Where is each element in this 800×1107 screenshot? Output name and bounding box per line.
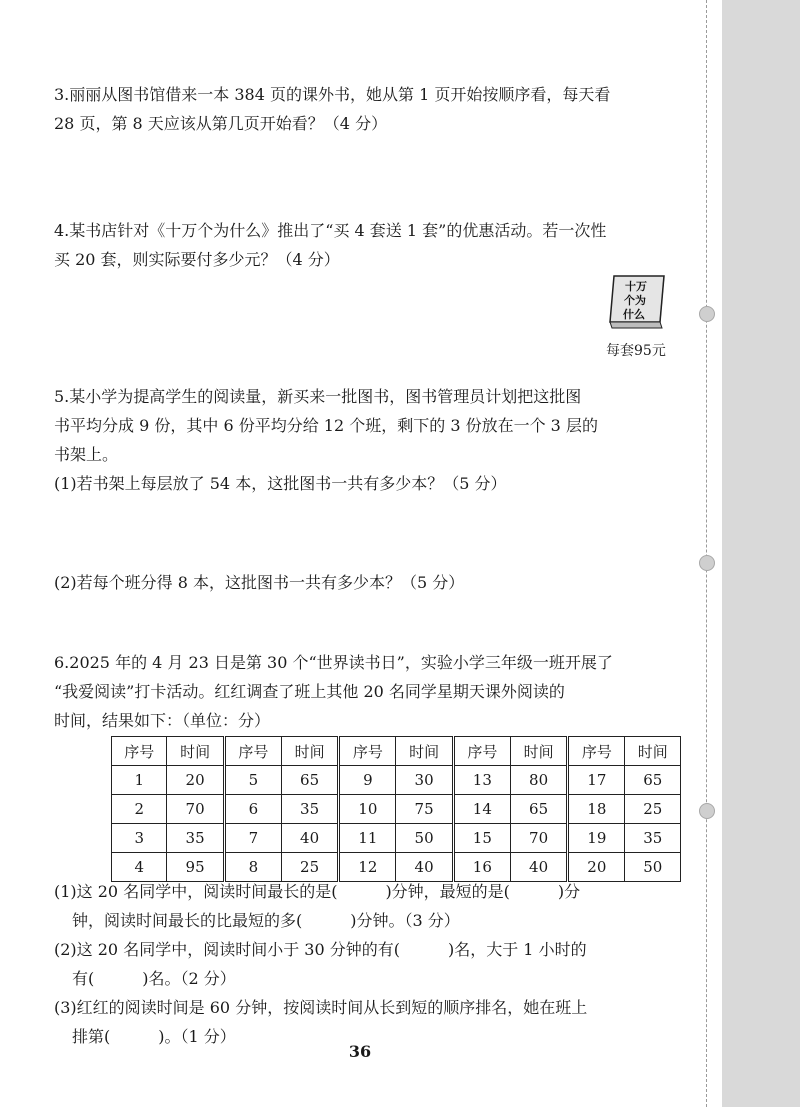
question-6 (54, 648, 694, 735)
question-text: 书平均分成 9 份，其中 6 份平均分给 12 个班，剩下的 3 份放在一个 3 层的 (54, 416, 598, 435)
question-text: 3.丽丽从图书馆借来一本 384 页的课外书，她从第 1 页开始按顺序看，每天看 (54, 85, 611, 104)
question-text: 28 页，第 8 天应该从第几页开始看？（4 分） (54, 114, 388, 133)
sub-question-3-cont: 排第( )。（1 分） (72, 1027, 236, 1046)
header-no: 序号 (112, 737, 167, 766)
cell-student-no: 19 (568, 824, 625, 853)
cell-student-no: 2 (112, 795, 167, 824)
table-header-row (112, 737, 681, 766)
cell-student-no: 16 (453, 853, 510, 882)
cell-reading-time: 65 (281, 766, 338, 795)
sub-question-2-cont: 有( )名。（2 分） (72, 969, 236, 988)
cell-reading-time: 80 (510, 766, 567, 795)
cell-student-no: 13 (453, 766, 510, 795)
cell-student-no: 5 (224, 766, 281, 795)
question-text: 5.某小学为提高学生的阅读量，新买来一批图书，图书管理员计划把这批图 (54, 387, 582, 406)
binding-hole (699, 803, 715, 819)
page-number: 36 (348, 1042, 372, 1061)
question-text: 6.2025 年的 4 月 23 日是第 30 个“世界读书日”，实验小学三年级一班开展了 (54, 653, 613, 672)
book-illustration (606, 274, 668, 330)
cell-reading-time: 35 (625, 824, 681, 853)
cell-student-no: 14 (453, 795, 510, 824)
question-text: “我爱阅读”打卡活动。红红调查了班上其他 20 名同学星期天课外阅读的 (54, 682, 565, 701)
cell-reading-time: 65 (625, 766, 681, 795)
cell-reading-time: 40 (396, 853, 453, 882)
cell-student-no: 4 (112, 853, 167, 882)
header-no: 序号 (339, 737, 396, 766)
cell-reading-time: 70 (510, 824, 567, 853)
cell-student-no: 15 (453, 824, 510, 853)
cell-reading-time: 75 (396, 795, 453, 824)
header-no: 序号 (224, 737, 281, 766)
question-text: 书架上。 (54, 445, 119, 464)
cell-reading-time: 35 (167, 824, 224, 853)
cell-student-no: 17 (568, 766, 625, 795)
cell-reading-time: 40 (510, 853, 567, 882)
cell-reading-time: 25 (281, 853, 338, 882)
cell-reading-time: 25 (625, 795, 681, 824)
book-title-line: 十万 (625, 280, 647, 293)
cell-reading-time: 50 (396, 824, 453, 853)
header-no: 序号 (568, 737, 625, 766)
cell-reading-time: 35 (281, 795, 338, 824)
sub-question-2: (2)这 20 名同学中，阅读时间小于 30 分钟的有( )名，大于 1 小时的 (54, 940, 587, 959)
cell-reading-time: 70 (167, 795, 224, 824)
book-title-line: 什么 (623, 308, 645, 321)
cell-student-no: 20 (568, 853, 625, 882)
table-row (112, 795, 681, 824)
sub-question-1: (1)这 20 名同学中，阅读时间最长的是( )分钟，最短的是( )分 (54, 882, 581, 901)
cell-reading-time: 30 (396, 766, 453, 795)
price-caption: 每套95元 (606, 343, 666, 359)
cell-student-no: 6 (224, 795, 281, 824)
cell-student-no: 8 (224, 853, 281, 882)
cell-student-no: 12 (339, 853, 396, 882)
sub-question-3: (3)红红的阅读时间是 60 分钟，按阅读时间从长到短的顺序排名，她在班上 (54, 998, 588, 1017)
cell-student-no: 11 (339, 824, 396, 853)
cell-reading-time: 50 (625, 853, 681, 882)
question-6-subquestions (54, 877, 694, 1051)
book-title-line: 个为 (624, 294, 646, 307)
book-icon (606, 274, 668, 330)
sub-question-2: (2)若每个班分得 8 本，这批图书一共有多少本？（5 分） (54, 573, 465, 592)
question-text: 买 20 套，则实际要付多少元？（4 分） (54, 250, 340, 269)
binding-margin (722, 0, 800, 1107)
cut-line (706, 0, 707, 1107)
sub-question-1: (1)若书架上每层放了 54 本，这批图书一共有多少本？（5 分） (54, 474, 507, 493)
question-4 (54, 216, 694, 274)
cell-student-no: 1 (112, 766, 167, 795)
cell-student-no: 10 (339, 795, 396, 824)
header-time: 时间 (281, 737, 338, 766)
cell-student-no: 7 (224, 824, 281, 853)
question-3 (54, 80, 694, 138)
question-text: 4.某书店针对《十万个为什么》推出了“买 4 套送 1 套”的优惠活动。若一次性 (54, 221, 607, 240)
cell-student-no: 3 (112, 824, 167, 853)
header-time: 时间 (167, 737, 224, 766)
question-text: 时间，结果如下：（单位：分） (54, 711, 271, 730)
binding-hole (699, 555, 715, 571)
binding-hole (699, 306, 715, 322)
cell-reading-time: 40 (281, 824, 338, 853)
header-time: 时间 (510, 737, 567, 766)
sub-question-1-cont: 钟，阅读时间最长的比最短的多( )分钟。（3 分） (72, 911, 460, 930)
table-row (112, 766, 681, 795)
reading-time-table (111, 736, 681, 882)
cell-reading-time: 20 (167, 766, 224, 795)
question-5 (54, 382, 694, 498)
cell-reading-time: 65 (510, 795, 567, 824)
table-row (112, 824, 681, 853)
header-time: 时间 (396, 737, 453, 766)
header-no: 序号 (453, 737, 510, 766)
cell-reading-time: 95 (167, 853, 224, 882)
header-time: 时间 (625, 737, 681, 766)
cell-student-no: 18 (568, 795, 625, 824)
question-5-part-2 (54, 568, 694, 597)
cell-student-no: 9 (339, 766, 396, 795)
